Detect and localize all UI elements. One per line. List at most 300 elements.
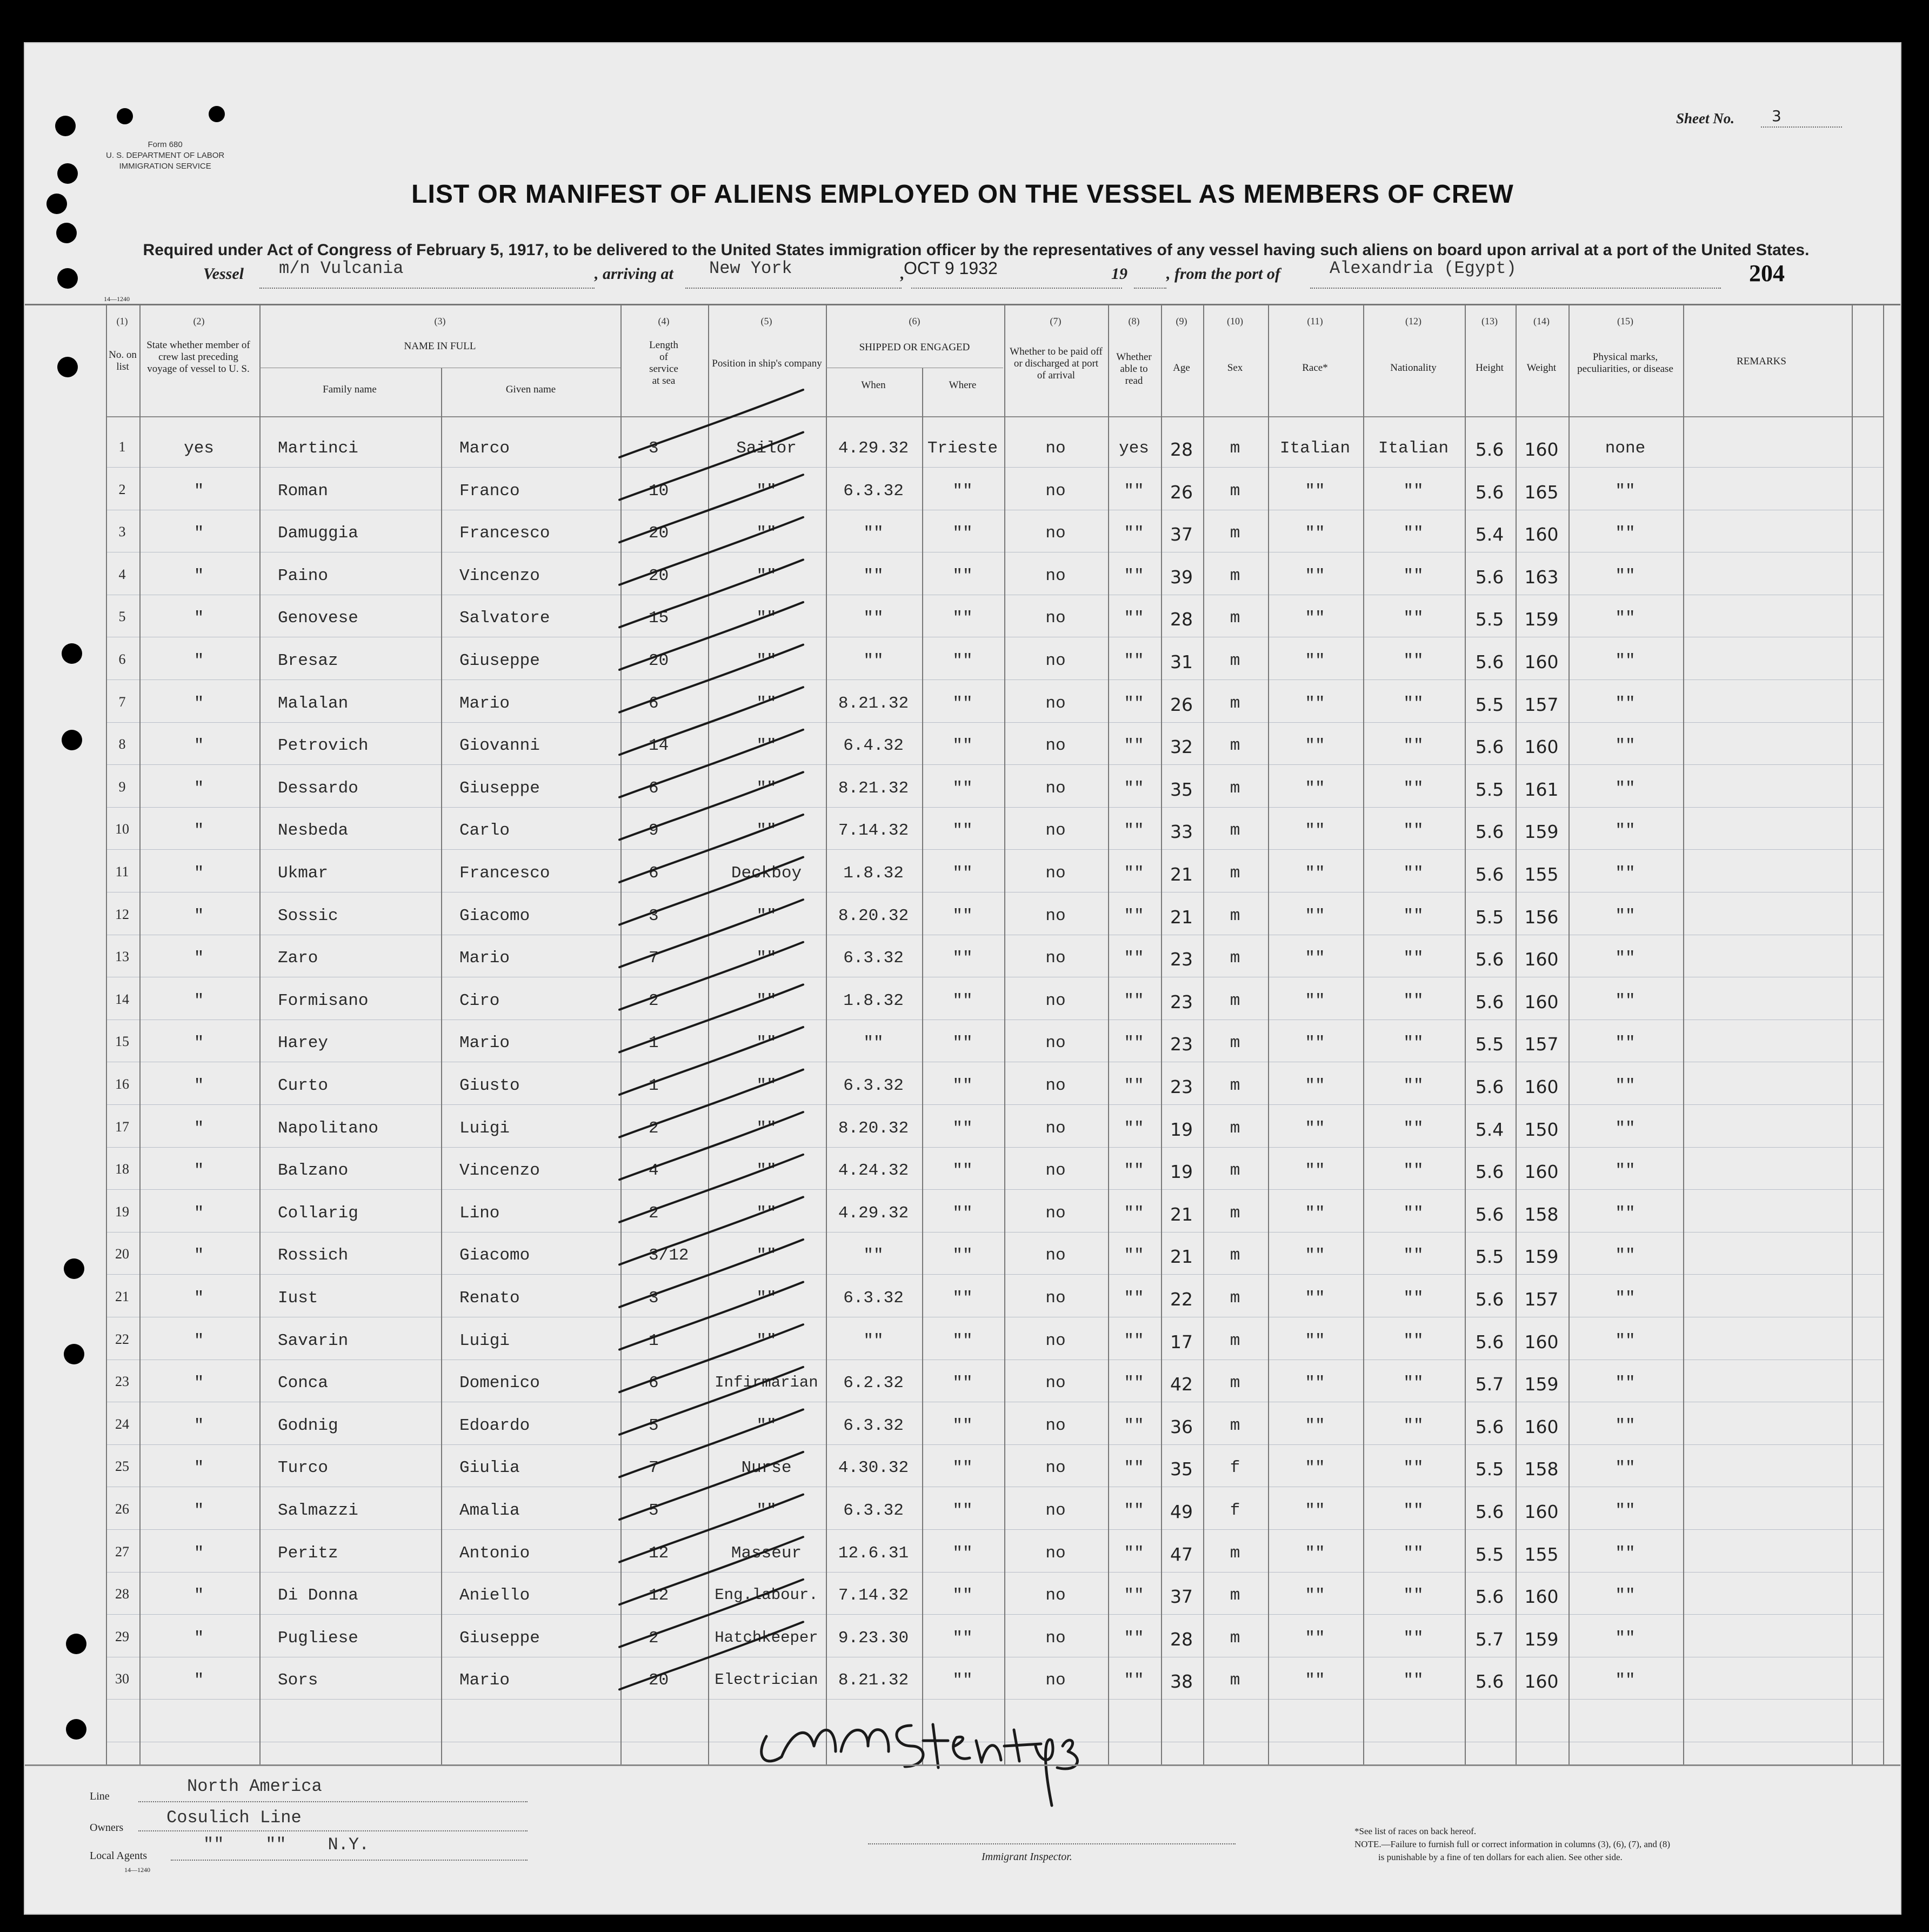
cell-position: "" — [756, 949, 777, 968]
form-number: Form 680 — [148, 140, 183, 149]
col-14-number: (14) — [1533, 316, 1550, 327]
col-9-number: (9) — [1176, 316, 1187, 327]
cell-prev: " — [193, 949, 204, 968]
cell-no: 23 — [115, 1374, 129, 1390]
cell-weight: 156 — [1524, 906, 1559, 928]
cell-prev: " — [193, 778, 204, 798]
cell-no: 9 — [118, 778, 126, 795]
cell-read: yes — [1119, 439, 1149, 458]
cell-position: "" — [756, 1501, 777, 1520]
cell-family: Nesbeda — [278, 821, 349, 841]
cell-given: Giuseppe — [459, 778, 540, 798]
cell-position: "" — [756, 1331, 777, 1350]
cell-marks: "" — [1615, 1416, 1636, 1435]
cell-height: 5.6 — [1475, 1586, 1504, 1608]
cell-race: "" — [1305, 1118, 1325, 1138]
cell-height: 5.6 — [1475, 864, 1504, 885]
cell-position: "" — [756, 906, 777, 925]
cell-given: Luigi — [459, 1118, 510, 1138]
cell-read: "" — [1124, 524, 1144, 543]
cell-paid: no — [1045, 1628, 1066, 1648]
cell-where: "" — [952, 1416, 973, 1435]
cell-prev: " — [193, 1034, 204, 1053]
cell-paid: no — [1045, 481, 1066, 501]
cell-prev: " — [193, 566, 204, 585]
cell-when: 4.30.32 — [838, 1458, 909, 1478]
cell-nat: "" — [1403, 991, 1424, 1010]
cell-sex: m — [1230, 609, 1240, 628]
cell-when: 1.8.32 — [843, 991, 904, 1010]
cell-race: "" — [1305, 651, 1325, 670]
sheet-label: Sheet No. — [1676, 110, 1734, 126]
cell-position: "" — [756, 778, 777, 798]
cell-age: 19 — [1170, 1118, 1193, 1140]
col-3-header: NAME IN FULL — [404, 341, 476, 352]
cell-position: "" — [756, 1034, 777, 1053]
cell-no: 28 — [115, 1586, 129, 1602]
col-7-number: (7) — [1050, 316, 1062, 327]
cell-height: 5.6 — [1475, 1416, 1504, 1437]
cell-service: 5 — [649, 1501, 659, 1520]
cell-no: 29 — [115, 1628, 129, 1644]
cell-paid: no — [1045, 1501, 1066, 1520]
agents-label: Local Agents — [90, 1850, 148, 1862]
cell-race: "" — [1305, 864, 1325, 883]
cell-nat: "" — [1403, 566, 1424, 585]
cell-sex: m — [1230, 1586, 1240, 1605]
cell-where: "" — [952, 1628, 973, 1648]
arriving-port: New York — [709, 258, 792, 278]
col-8-number: (8) — [1128, 316, 1140, 327]
line-label: Line — [90, 1790, 110, 1802]
cell-service: 2 — [649, 1203, 659, 1223]
cell-height: 5.6 — [1475, 651, 1504, 672]
cell-where: "" — [952, 778, 973, 798]
arriving-label: , arriving at — [595, 265, 673, 283]
cell-nat: "" — [1403, 949, 1424, 968]
cell-race: "" — [1305, 1289, 1325, 1308]
col-9-header: Age — [1173, 362, 1190, 374]
cell-where: "" — [952, 1543, 973, 1563]
cell-family: Napolitano — [278, 1118, 379, 1138]
cell-given: Luigi — [459, 1331, 510, 1350]
cell-given: Edoardo — [459, 1416, 530, 1435]
cell-sex: m — [1230, 906, 1240, 925]
cell-sex: m — [1230, 1374, 1240, 1393]
col-13-header: Height — [1476, 362, 1504, 374]
cell-marks: "" — [1615, 864, 1636, 883]
cell-marks: "" — [1615, 1543, 1636, 1563]
cell-weight: 160 — [1524, 1161, 1559, 1183]
cell-sex: m — [1230, 1118, 1240, 1138]
cell-height: 5.6 — [1475, 566, 1504, 588]
cell-age: 28 — [1170, 439, 1193, 460]
cell-prev: " — [193, 1458, 204, 1478]
cell-paid: no — [1045, 1543, 1066, 1563]
col-4-number: (4) — [658, 316, 670, 327]
cell-age: 49 — [1170, 1501, 1193, 1522]
cell-no: 19 — [115, 1203, 129, 1220]
cell-paid: no — [1045, 821, 1066, 841]
cell-sex: m — [1230, 1246, 1240, 1265]
cell-sex: m — [1230, 651, 1240, 670]
cell-service: 2 — [649, 991, 659, 1010]
cell-read: "" — [1124, 694, 1144, 713]
cell-family: Peritz — [278, 1543, 338, 1563]
col-1-number: (1) — [116, 316, 128, 327]
col-10-header: Sex — [1227, 362, 1243, 374]
cell-nat: "" — [1403, 1246, 1424, 1265]
cell-where: "" — [952, 1034, 973, 1053]
page-subtitle: Required under Act of Congress of February 5, 1917, to be delivered to the United States immigration officer by the representatives of any vessel having such aliens on board upon arrival at a port of the United States. — [143, 241, 1810, 259]
cell-where: "" — [952, 566, 973, 585]
cell-given: Giusto — [459, 1076, 520, 1095]
from-port: Alexandria (Egypt) — [1330, 258, 1517, 278]
cell-family: Turco — [278, 1458, 329, 1478]
cell-height: 5.7 — [1475, 1374, 1504, 1395]
vessel-label: Vessel — [203, 265, 244, 283]
col-3-number: (3) — [434, 316, 446, 327]
cell-no: 16 — [115, 1076, 129, 1092]
cell-read: "" — [1124, 906, 1144, 925]
cell-given: Mario — [459, 1671, 510, 1690]
cell-read: "" — [1124, 991, 1144, 1010]
inspector-label: Immigrant Inspector. — [982, 1851, 1072, 1863]
cell-service: 12 — [649, 1543, 669, 1563]
cell-service: 7 — [649, 949, 659, 968]
cell-read: "" — [1124, 1076, 1144, 1095]
cell-where: "" — [952, 821, 973, 841]
cell-when: 8.21.32 — [838, 694, 909, 713]
agents-value: "" "" N.Y. — [203, 1835, 370, 1855]
agents-field-line — [171, 1860, 528, 1861]
cell-nat: "" — [1403, 1331, 1424, 1350]
col-14-header: Weight — [1526, 362, 1557, 374]
cell-given: Vincenzo — [459, 566, 540, 585]
cell-service: 3 — [649, 439, 659, 458]
cell-no: 11 — [115, 864, 129, 880]
cell-family: Pugliese — [278, 1628, 358, 1648]
cell-marks: "" — [1615, 821, 1636, 841]
cell-weight: 159 — [1524, 1628, 1559, 1650]
cell-when: 6.3.32 — [843, 949, 904, 968]
date-comma: , — [900, 265, 905, 283]
cell-no: 12 — [115, 906, 129, 922]
cell-position: "" — [756, 1076, 777, 1095]
cell-age: 28 — [1170, 609, 1193, 630]
note-penalty-2: is punishable by a fine of ten dollars for each alien. See other side. — [1378, 1852, 1623, 1862]
cell-read: "" — [1124, 566, 1144, 585]
cell-weight: 160 — [1524, 1586, 1559, 1608]
cell-read: "" — [1124, 1543, 1144, 1563]
col-1-header: No. on list — [109, 349, 137, 372]
col-8-header: Whether able to read — [1116, 351, 1152, 387]
cell-nat: "" — [1403, 1501, 1424, 1520]
cell-nat: "" — [1403, 694, 1424, 713]
cell-position: "" — [756, 736, 777, 756]
cell-weight: 160 — [1524, 1501, 1559, 1522]
cell-no: 13 — [115, 949, 129, 965]
cell-no: 5 — [118, 609, 126, 625]
cell-nat: "" — [1403, 524, 1424, 543]
cell-when: 6.2.32 — [843, 1374, 904, 1393]
cell-where: Trieste — [927, 439, 998, 458]
cell-race: "" — [1305, 1543, 1325, 1563]
cell-nat: "" — [1403, 609, 1424, 628]
cell-when: 4.29.32 — [838, 1203, 909, 1223]
cell-no: 10 — [115, 821, 129, 837]
cell-family: Paino — [278, 566, 329, 585]
cell-when: "" — [863, 609, 884, 628]
cell-weight: 155 — [1524, 1543, 1559, 1565]
year-label: 19 — [1111, 265, 1127, 283]
cell-weight: 150 — [1524, 1118, 1559, 1140]
cell-weight: 157 — [1524, 1289, 1559, 1310]
cell-paid: no — [1045, 1246, 1066, 1265]
cell-service: 10 — [649, 481, 669, 501]
cell-when: 8.21.32 — [838, 1671, 909, 1690]
cell-nat: "" — [1403, 1586, 1424, 1605]
cell-given: Lino — [459, 1203, 500, 1223]
cell-family: Collarig — [278, 1203, 358, 1223]
cell-race: "" — [1305, 1628, 1325, 1648]
cell-family: Harey — [278, 1034, 329, 1053]
cell-position: "" — [756, 566, 777, 585]
cell-paid: no — [1045, 1458, 1066, 1478]
cell-race: "" — [1305, 524, 1325, 543]
cell-age: 32 — [1170, 736, 1193, 758]
col-2-header: State whether member of crew last preceding voyage of vessel to U. S. — [146, 339, 250, 375]
cell-race: "" — [1305, 609, 1325, 628]
cell-when: 8.20.32 — [838, 906, 909, 925]
cell-family: Petrovich — [278, 736, 369, 756]
cell-no: 14 — [115, 991, 129, 1007]
cell-weight: 159 — [1524, 1246, 1559, 1268]
cell-sex: m — [1230, 439, 1240, 458]
cell-weight: 159 — [1524, 609, 1559, 630]
cell-where: "" — [952, 1501, 973, 1520]
cell-position: Infirmarian — [715, 1374, 818, 1392]
cell-position: "" — [756, 1118, 777, 1138]
cell-prev: " — [193, 821, 204, 841]
cell-prev: " — [193, 1501, 204, 1520]
cell-no: 30 — [115, 1671, 129, 1687]
cell-weight: 160 — [1524, 1331, 1559, 1353]
cell-when: "" — [863, 651, 884, 670]
cell-position: "" — [756, 1416, 777, 1435]
cell-marks: "" — [1615, 524, 1636, 543]
cell-paid: no — [1045, 694, 1066, 713]
cell-service: 2 — [649, 1628, 659, 1648]
cell-read: "" — [1124, 1416, 1144, 1435]
cell-when: 6.3.32 — [843, 1076, 904, 1095]
cell-sex: m — [1230, 1289, 1240, 1308]
cell-height: 5.6 — [1475, 481, 1504, 503]
cell-service: 3 — [649, 906, 659, 925]
cell-sex: m — [1230, 1671, 1240, 1690]
cell-height: 5.5 — [1475, 906, 1504, 928]
cell-weight: 157 — [1524, 1034, 1559, 1055]
cell-no: 3 — [118, 524, 126, 540]
cell-race: "" — [1305, 1458, 1325, 1478]
cell-family: Sors — [278, 1671, 318, 1690]
cell-prev: " — [193, 906, 204, 925]
line-field-line — [138, 1801, 528, 1802]
cell-sex: m — [1230, 736, 1240, 756]
cell-position: Nurse — [741, 1458, 792, 1478]
cell-family: Genovese — [278, 609, 358, 628]
cell-where: "" — [952, 1161, 973, 1181]
cell-no: 20 — [115, 1246, 129, 1262]
cell-family: Iust — [278, 1289, 318, 1308]
cell-height: 5.6 — [1475, 1331, 1504, 1353]
cell-no: 17 — [115, 1118, 129, 1135]
cell-no: 24 — [115, 1416, 129, 1432]
cell-height: 5.6 — [1475, 821, 1504, 843]
cell-service: 6 — [649, 1374, 659, 1393]
cell-given: Giovanni — [459, 736, 540, 756]
cell-marks: "" — [1615, 1161, 1636, 1181]
col-4-header: Length of service at sea — [649, 339, 678, 387]
cell-sex: m — [1230, 481, 1240, 501]
cell-given: Giacomo — [459, 906, 530, 925]
cell-nat: Italian — [1378, 439, 1449, 458]
cell-read: "" — [1124, 609, 1144, 628]
cell-prev: " — [193, 1161, 204, 1181]
cell-where: "" — [952, 651, 973, 670]
cell-weight: 163 — [1524, 566, 1559, 588]
cell-when: 6.3.32 — [843, 481, 904, 501]
cell-sex: m — [1230, 1076, 1240, 1095]
cell-age: 28 — [1170, 1628, 1193, 1650]
cell-marks: "" — [1615, 1458, 1636, 1478]
cell-service: 20 — [649, 524, 669, 543]
cell-where: "" — [952, 991, 973, 1010]
cell-marks: "" — [1615, 949, 1636, 968]
cell-paid: no — [1045, 736, 1066, 756]
cell-age: 21 — [1170, 906, 1193, 928]
cell-where: "" — [952, 1203, 973, 1223]
cell-race: "" — [1305, 1416, 1325, 1435]
cell-age: 17 — [1170, 1331, 1193, 1353]
cell-weight: 160 — [1524, 651, 1559, 672]
cell-read: "" — [1124, 1671, 1144, 1690]
cell-sex: m — [1230, 524, 1240, 543]
cell-height: 5.6 — [1475, 1671, 1504, 1693]
cell-age: 19 — [1170, 1161, 1193, 1183]
cell-height: 5.5 — [1475, 1458, 1504, 1480]
remarks-header: REMARKS — [1737, 356, 1786, 367]
cell-read: "" — [1124, 651, 1144, 670]
cell-where: "" — [952, 864, 973, 883]
cell-read: "" — [1124, 821, 1144, 841]
cell-nat: "" — [1403, 481, 1424, 501]
cell-race: "" — [1305, 1076, 1325, 1095]
cell-nat: "" — [1403, 778, 1424, 798]
cell-service: 6 — [649, 694, 659, 713]
cell-height: 5.4 — [1475, 1118, 1504, 1140]
print-code: 14—1240 — [104, 295, 130, 303]
cell-read: "" — [1124, 481, 1144, 501]
cell-read: "" — [1124, 1034, 1144, 1053]
cell-weight: 160 — [1524, 1671, 1559, 1693]
cell-service: 6 — [649, 778, 659, 798]
cell-prev: " — [193, 1118, 204, 1138]
cell-prev: " — [193, 1331, 204, 1350]
cell-when: 9.23.30 — [838, 1628, 909, 1648]
cell-where: "" — [952, 1374, 973, 1393]
cell-no: 27 — [115, 1543, 129, 1560]
cell-where: "" — [952, 736, 973, 756]
cell-when: 6.3.32 — [843, 1501, 904, 1520]
cell-height: 5.6 — [1475, 1501, 1504, 1522]
cell-prev: " — [193, 1671, 204, 1690]
cell-no: 6 — [118, 651, 126, 667]
cell-age: 23 — [1170, 991, 1193, 1012]
cell-family: Damuggia — [278, 524, 358, 543]
cell-service: 1 — [649, 1076, 659, 1095]
cell-age: 42 — [1170, 1374, 1193, 1395]
note-races: *See list of races on back hereof. — [1354, 1826, 1477, 1836]
cell-race: "" — [1305, 1203, 1325, 1223]
col-3a-header: Family name — [323, 384, 377, 395]
cell-marks: "" — [1615, 566, 1636, 585]
cell-family: Ukmar — [278, 864, 329, 883]
cell-position: Eng.labour. — [715, 1586, 818, 1604]
cell-prev: " — [193, 864, 204, 883]
cell-paid: no — [1045, 1671, 1066, 1690]
cell-when: 6.3.32 — [843, 1289, 904, 1308]
cell-no: 4 — [118, 566, 126, 582]
cell-marks: "" — [1615, 1671, 1636, 1690]
cell-height: 5.5 — [1475, 778, 1504, 800]
cell-position: Masseur — [731, 1543, 802, 1563]
cell-service: 1 — [649, 1331, 659, 1350]
cell-position: "" — [756, 1246, 777, 1265]
cell-read: "" — [1124, 1501, 1144, 1520]
from-port-label: , from the port of — [1166, 265, 1280, 283]
cell-marks: "" — [1615, 906, 1636, 925]
cell-race: "" — [1305, 736, 1325, 756]
cell-age: 37 — [1170, 524, 1193, 545]
cell-paid: no — [1045, 566, 1066, 585]
cell-position: "" — [756, 524, 777, 543]
cell-read: "" — [1124, 949, 1144, 968]
cell-paid: no — [1045, 1416, 1066, 1435]
col-11-number: (11) — [1307, 316, 1323, 327]
cell-weight: 160 — [1524, 991, 1559, 1012]
cell-paid: no — [1045, 778, 1066, 798]
cell-where: "" — [952, 949, 973, 968]
cell-when: 6.4.32 — [843, 736, 904, 756]
cell-given: Francesco — [459, 524, 550, 543]
col-3b-header: Given name — [505, 384, 556, 395]
cell-position: "" — [756, 1289, 777, 1308]
cell-no: 21 — [115, 1289, 129, 1304]
cell-service: 3 — [649, 1289, 659, 1308]
cell-service: 20 — [649, 566, 669, 585]
cell-weight: 160 — [1524, 1416, 1559, 1437]
cell-given: Amalia — [459, 1501, 520, 1520]
cell-race: "" — [1305, 1374, 1325, 1393]
cell-position: "" — [756, 609, 777, 628]
cell-age: 21 — [1170, 1203, 1193, 1225]
cell-weight: 160 — [1524, 949, 1559, 970]
cell-where: "" — [952, 1458, 973, 1478]
cell-age: 21 — [1170, 1246, 1193, 1268]
cell-paid: no — [1045, 906, 1066, 925]
cell-family: Martinci — [278, 439, 358, 458]
